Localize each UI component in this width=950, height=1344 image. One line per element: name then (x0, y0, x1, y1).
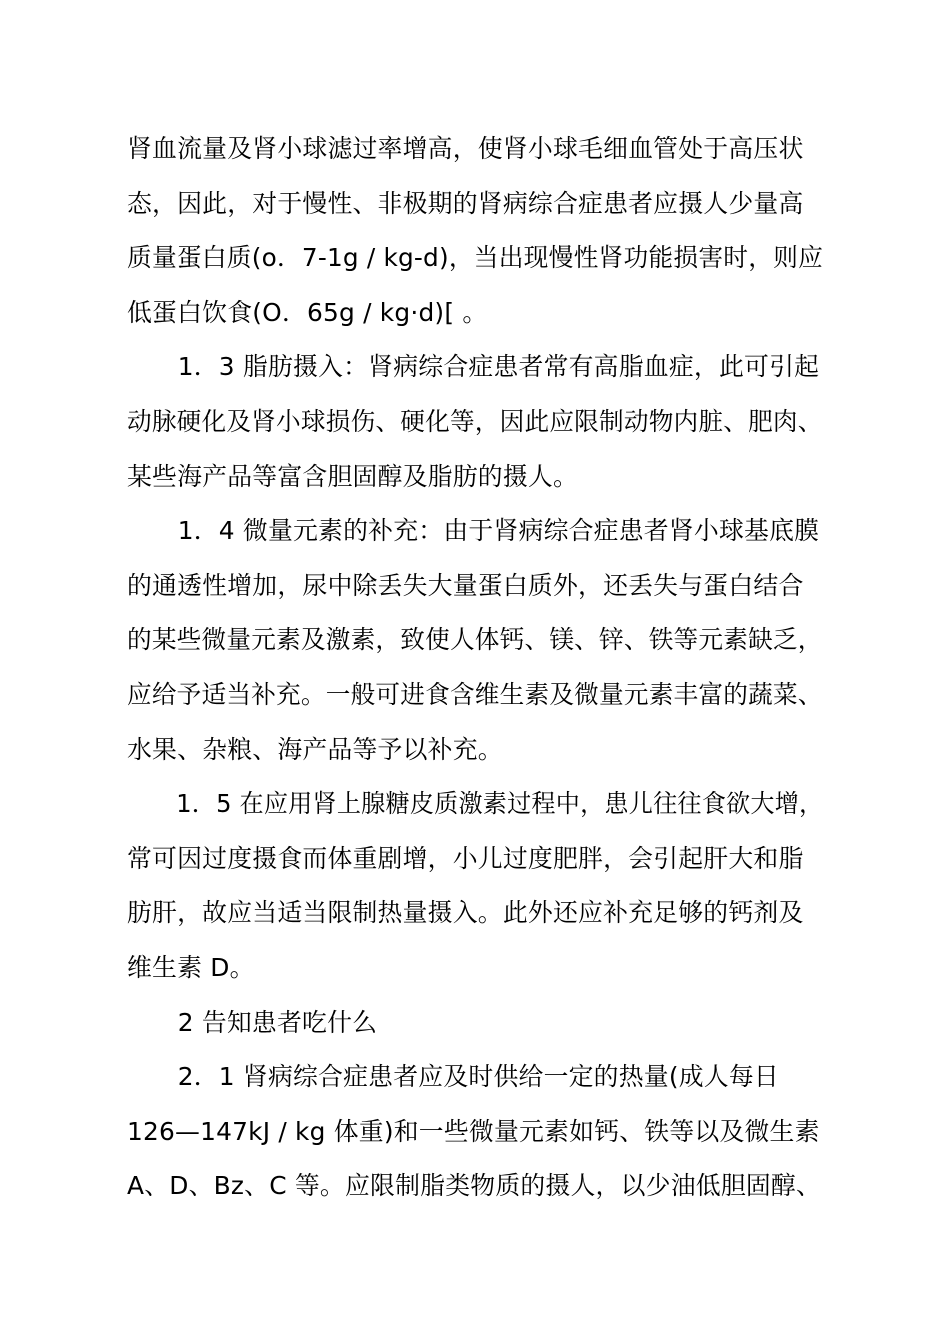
text-line: 某些海产品等富含胆固醇及脂肪的摄人。 (127, 461, 579, 491)
text-line: 低蛋白饮食(O．65g / kg·d)[ 。 (127, 297, 488, 327)
text-line: 126—147kJ / kg 体重)和一些微量元素如钙、铁等以及微生素 (127, 1116, 820, 1146)
text-line: A、D、Bz、C 等。应限制脂类物质的摄人，以少油低胆固醇、 (127, 1171, 822, 1201)
section-2-heading: 2 告知患者吃什么 (177, 1007, 378, 1037)
text-line: 应给予适当补充。一般可进食含维生素及微量元素丰富的蔬菜、 (127, 679, 823, 709)
text-line: 的通透性增加，尿中除丢失大量蛋白质外，还丢失与蛋白结合 (127, 570, 804, 600)
section-1-5-first-line: 1．5 在应用肾上腺糖皮质激素过程中，患儿往往食欲大增， (176, 789, 824, 819)
section-1-4-first-line: 1．4 微量元素的补充：由于肾病综合症患者肾小球基底膜 (177, 516, 820, 546)
text-line: 动脉硬化及肾小球损伤、硬化等，因此应限制动物内脏、肥肉、 (127, 406, 823, 436)
body-text (127, 127, 827, 1219)
text-line: 态，因此，对于慢性、非极期的肾病综合症患者应摄人少量高 (127, 188, 804, 218)
text-line: 质量蛋白质(o．7-1g / kg-d)，当出现慢性肾功能损害时，则应 (127, 243, 824, 273)
text-line: 常可因过度摄食而体重剧增，小儿过度肥胖，会引起肝大和脂 (127, 843, 804, 873)
section-1-3-first-line: 1．3 脂肪摄入：肾病综合症患者常有高脂血症，此可引起 (177, 352, 820, 382)
text-line: 水果、杂粮、海产品等予以补充。 (127, 734, 503, 764)
text-line: 维生素 D。 (127, 952, 255, 982)
section-2-1-first-line: 2．1 肾病综合症患者应及时供给一定的热量(成人每日 (177, 1062, 779, 1092)
text-line: 肪肝，故应当适当限制热量摄入。此外还应补充足够的钙剂及 (127, 898, 804, 928)
text-line: 肾血流量及肾小球滤过率增高，使肾小球毛细血管处于高压状 (127, 134, 804, 163)
text-line: 的某些微量元素及激素，致使人体钙、镁、锌、铁等元素缺乏， (127, 625, 823, 655)
